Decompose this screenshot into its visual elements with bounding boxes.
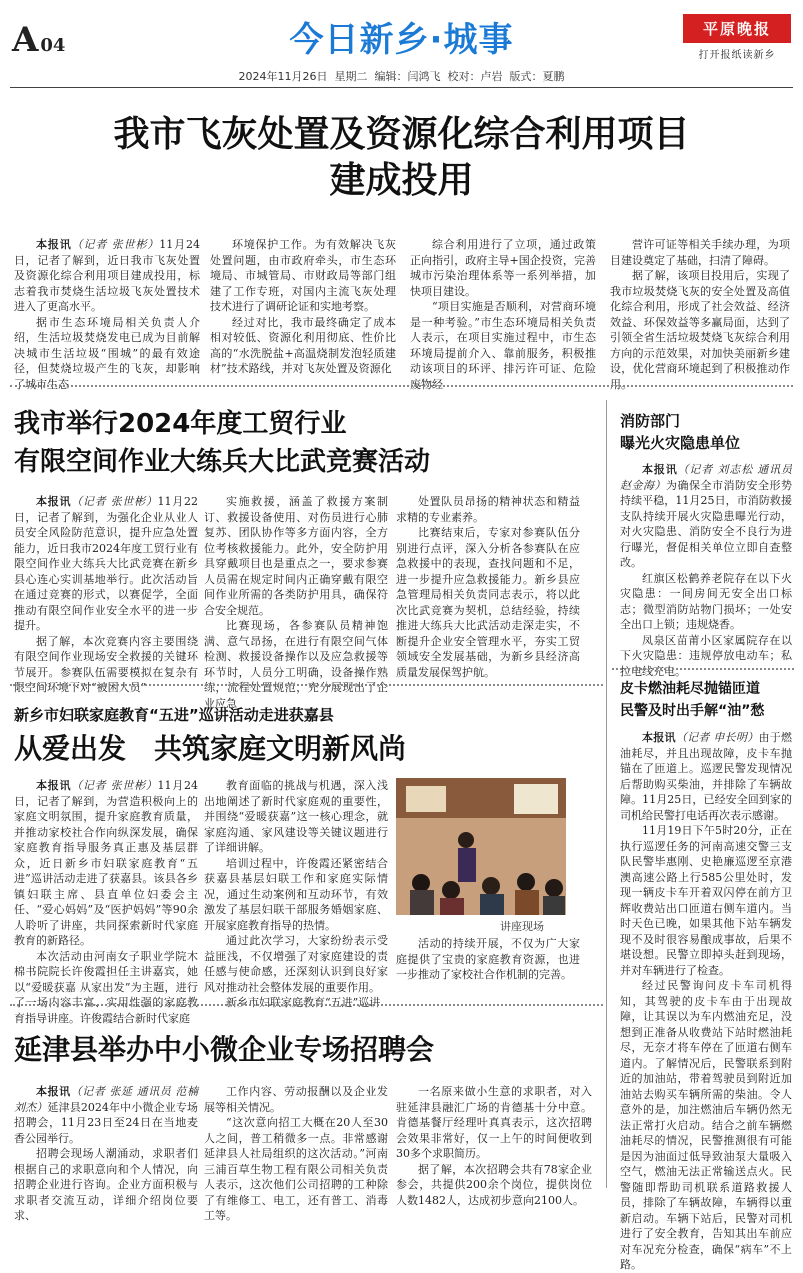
column-rule <box>606 400 607 1188</box>
side1-body: 本报讯（记者 刘志松 通讯员 赵金海）为确保全市消防安全形势持续平稳，11月25日，市消防救援支队持续开展火灾隐患曝光行动，对火灾隐患、消防安全不良行为进行曝光，督促相关单位立即自查整改。 红旗区松鹤养老院存在以下火灾隐患：一间房间无安全出口标志；微型消防站物门损坏；一处安全出口上锁；违规烧香。 凤泉区苗莆小区家属院存在以下火灾隐患：违规停放电动车；私拉电线充电。 <box>620 463 793 678</box>
article3-kicker: 新乡市妇联家庭教育“五进”巡讲活动走进获嘉县 <box>14 706 334 724</box>
article1-col1: 本报讯（记者 张世彬）11月24日，记者了解到，近日我市飞灰处置及资源化综合利用项目建成投用，标志着我市焚烧生活垃圾飞灰处置技术进入了更高水平。 据市生态环境局相关负责人介绍，生活垃圾焚烧发电已成为目前解决城市生活垃圾“围城”的最有效途径，但焚烧垃圾产生的飞灰，却影响了城市生态 <box>14 238 200 391</box>
article1-col3: 综合利用进行了立项，通过政策正向指引，政府主导+国企投资，完善城市污染治理体系等一系列举措，加快项目建设。 “项目实施是否顺利，对营商环境是一种考验。”市生态环境局相关负责人表示，在项目实施过程中，市生态环境局提前介入、靠前服务，积极推动该项目的环评、排污许可证、危险废物经 <box>410 238 596 391</box>
side1-headline: 消防部门 曝光火灾隐患单位 <box>620 412 741 452</box>
side-divider <box>612 668 794 670</box>
article2-col2: 实施救援，涵盖了救援方案制订、救援设备使用、对伤员进行心肺复苏、团队协作等多方面内容，全方位考核救援能力。此外，安全防护用具穿戴项目也是重点之一，要求参赛人员需在规定时间内正确穿戴有限空间作业所需的各类防护用具，确保符合安全规范。 比赛现场，各参赛队员精神饱满、意气昂扬，在进行有限空间气体检测、救援设备操作以及应急救援等环节时，人员分工明确，设备操作熟练，流程处置规范，充分展现出了企业应急 <box>204 495 388 710</box>
section-title: 今日新乡·城事 <box>289 20 514 60</box>
article1-col4: 营许可证等相关手续办理，为项目建设奠定了基础，扫清了障碍。 据了解，该项目投用后，实现了我市垃圾焚烧飞灰的安全处置及高值化综合利用，形成了社会效益、经济效益、环保效益等多赢局面，达到了引领全省生活垃圾焚烧飞灰综合利用方向的示范效果，对加快美丽新乡建设，优化营商环境起到了积极推动作用。 <box>610 238 790 391</box>
article1-headline: 我市飞灰处置及资源化综合利用项目 建成投用 <box>113 114 690 201</box>
dateline: 2024年11月26日 星期二 编辑：闫鸿飞 校对：卢岩 版式：夏鹏 <box>238 70 565 83</box>
section-divider <box>10 1004 603 1006</box>
header-rule <box>10 87 793 88</box>
section-divider <box>10 385 793 387</box>
article2-headline: 我市举行2024年度工贸行业 有限空间作业大练兵大比武竞赛活动 <box>14 409 431 477</box>
slogan: 打开报纸读新乡 <box>698 50 776 61</box>
article3-col1: 本报讯（记者 张世彬）11月24日，记者了解到，为营造积极向上的家庭文明氛围，提升家庭教育质量，并推动家校社合作向纵深发展，确保家庭教育指导服务真正惠及基层群众，近日新乡市妇联家庭教育“五进”巡讲活动走进了获嘉县。该县各乡镇妇联主席、县直单位妇委会主任、“爱心妈妈”及“医护妈妈”等90余人聆听了讲座，共同探索新时代家庭教育的新路径。 本次活动由河南女子职业学院木棉书院院长许俊霞担任主讲嘉宾，她以“爱暖获嘉 从家出发”为主题，进行了一场内容丰富、实用性强的家庭教育指导讲座。许俊霞结合新时代家庭 <box>14 779 199 1025</box>
lecture-photo <box>396 778 566 915</box>
page-number: A 04 <box>12 20 66 60</box>
article3-col2: 教育面临的挑战与机遇，深入浅出地阐述了新时代家庭观的重要性，并围绕“爱暖获嘉”这一核心理念，就家庭沟通、家风建设等关键议题进行了详细讲解。 培训过程中，许俊霞还紧密结合获嘉县基层妇联工作和家庭实际情况，通过生动案例和互动环节，有效激发了基层妇联干部服务婚姻家庭、开展家庭教育指导的热情。 通过此次学习，大家纷纷表示受益匪浅，不仅增强了对家庭建设的责任感与使命感，还深刻认识到良好家风对推动社会整体发展的重要作用。 新乡市妇联家庭教育“五进”巡讲 <box>204 779 388 1009</box>
section-divider <box>10 684 603 686</box>
article2-col1: 本报讯（记者 张世彬）11月22日，记者了解到，为强化企业从业人员安全风险防范意识，提升应急处置能力，近日我市2024年度工贸行业有限空间作业大练兵大比武竞赛在新乡县心连心实训基地举行。此次活动旨在通过竞赛的形式，以赛促学，全面推动有限空间作业安全水平的进一步提升。 据了解，本次竞赛内容主要围绕有限空间作业现场安全救援的关键环节展开。参赛队伍需要模拟在复杂有限空间环境下对“被困人员” <box>14 495 199 694</box>
article2-col3: 处置队员昂扬的精神状态和精益求精的专业素养。 比赛结束后，专家对参赛队伍分别进行点评，深入分析各参赛队在应急救援中的表现，查找问题和不足，进一步提升应急救援能力。新乡县应急管理局相关负责同志表示，将以此次比武竞赛为契机，总结经验，持续推进大练兵大比武活动走深走实，不断提升企业安全管理水平，夯实工贸领域安全发展基础，为新乡县经济高质量发展保驾护航。 <box>396 495 580 679</box>
side2-headline: 皮卡燃油耗尽抛锚匝道 民警及时出手解“油”愁 <box>620 681 765 719</box>
article4-col2: 工作内容、劳动报酬以及企业发展等相关情况。 “这次意向招工大概在20人至30人之间，普工稍微多一点。非常感谢延津县人社局组织的这次活动。”河南三浦百草生物工程有限公司相关负责人表示，这次他们公司招聘的工种除了有维修工、电工，还有普工、消毒工等。 <box>204 1085 388 1222</box>
article1-col2: 环境保护工作。为有效解决飞灰处置问题，由市政府牵头，市生态环境局、市城管局、市财政局等部门组建了工作专班，对国内主流飞灰处理技术进行了调研论证和实地考察。 经过对比，我市最终确定了成本相对较低、资源化利用彻底、性价比高的“水洗脱盐+高温烧制发泡轻质建材”技术路线，并对飞灰处置及资源化 <box>210 238 396 375</box>
article4-headline: 延津县举办中小微企业专场招聘会 <box>14 1033 435 1066</box>
article4-col3: 一名原来做小生意的求职者，对入驻延津县融汇广场的肯德基十分中意。肯德基餐厅经理叶真真表示，这次招聘会效果非常好，仅一上午的时间便收到30多个求职简历。 据了解，本次招聘会共有78家企业参会，共提供200余个岗位，提供岗位人数1482人，达成初步意向2100人。 <box>396 1085 592 1207</box>
side2-body: 本报讯（记者 申长明）由于燃油耗尽，并且出现故障，皮卡车抛锚在了匝道上。巡逻民警发现情况后帮助购买柴油，并排除了车辆故障。11月25日，已经安全回到家的司机给民警打电话再次表示感谢。 11月19日下午5时20分，正在执行巡逻任务的河南高速交警三支队民警毕惠刚、史艳廉巡逻至京港澳高速公路上行585公里处时，发现一辆皮卡车开着双闪停在前方卫辉收费站出口匝道右侧车道内。当时天色已晚，如果其他下站车辆发现不及时很容易酿成事故，后果不堪设想。民警立即掉头赶到现场，并对车辆进行了检查。 经过民警询问皮卡车司机得知，其驾驶的皮卡车由于出现故障，让其误以为车内燃油充足，没想到正准备从收费站下站时燃油耗尽，无奈才将车停在了匝道右侧车道内。了解情况后，民警联系到附近的加油站，带着驾驶员到附近加油站去购买车辆所需的柴油。令人意外的是，加注燃油后车辆仍然无法正常打火启动。结合之前车辆燃油耗尽的情况，民警推测很有可能是因为油面过低导致油泵大量吸入空气，燃油无法正常输送点火。民警随即帮助司机联系道路救援人员，排除了车辆故障，车辆得以重新启动。车辆下站后，民警对司机进行了安全教育，告知其出车前应对车况充分检查，确保“病车”不上路。 <box>620 731 793 1271</box>
newspaper-logo <box>683 14 791 61</box>
article3-headline: 从爱出发 共筑家庭文明新风尚 <box>14 732 407 765</box>
logo-text: 平原晚报 <box>683 14 791 43</box>
photo-caption: 讲座现场 <box>500 920 544 933</box>
article3-col3: 活动的持续开展，不仅为广大家庭提供了宝贵的家庭教育资源，也进一步推动了家校社合作机制的完善。 <box>396 937 580 981</box>
article4-col1: 本报讯（记者 张延 通讯员 范楠 刘杰）延津县2024年中小微企业专场招聘会，11月23日至24日在当地麦香公园举行。 招聘会现场人潮涌动，求职者们根据自己的求职意向和个人情况，向招聘企业进行咨询。企业方面积极与求职者交流互动，详细介绍岗位要求、 <box>14 1085 199 1222</box>
